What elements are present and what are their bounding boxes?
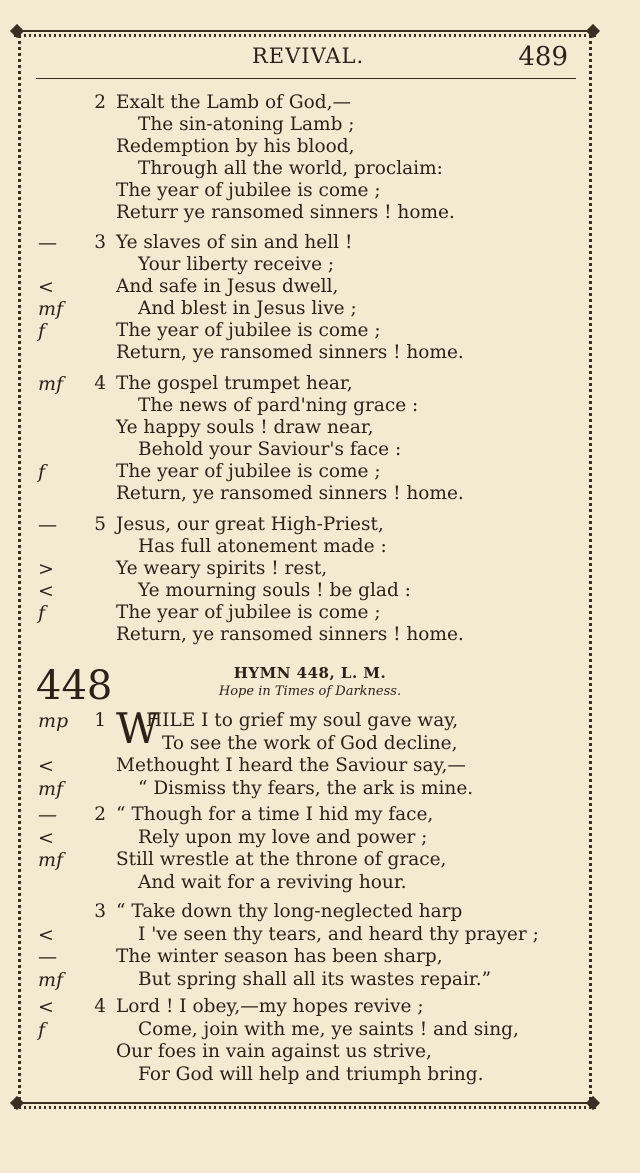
verse-line [0, 439, 640, 461]
verse-text: “ Dismiss thy fears, the ark is mine. [138, 777, 474, 799]
verse-line [0, 558, 640, 580]
top-ornamental-rule [14, 30, 596, 32]
verse-line [0, 395, 640, 417]
verse-text: The sin-atoning Lamb ; [138, 114, 355, 135]
dynamic-mark: mf [38, 373, 64, 395]
verse-text: Come, join with me, ye saints ! and sing, [138, 1018, 519, 1040]
verse-line [0, 849, 640, 871]
verse-text: Your liberty receive ; [138, 254, 335, 275]
verse-text: I 've seen thy tears, and heard thy prayer ; [138, 923, 539, 945]
verse-line [0, 1064, 640, 1086]
dynamic-mark: < [38, 996, 54, 1018]
stanza-number: 2 [94, 804, 106, 825]
verse-line [0, 342, 640, 364]
verse-line [0, 136, 640, 158]
verse-line [0, 872, 640, 894]
stanza-number: 2 [94, 92, 106, 113]
verse-line [0, 602, 640, 624]
stanza-number: 4 [94, 996, 106, 1017]
verse-line [0, 778, 640, 800]
verse-text: Return, ye ransomed sinners ! home. [116, 483, 464, 504]
dynamic-mark: mf [38, 298, 64, 320]
verse-text: And blest in Jesus live ; [138, 298, 357, 319]
verse-line [0, 827, 640, 849]
verse-line [0, 924, 640, 946]
verse-line [0, 710, 640, 732]
dynamic-mark: — [38, 514, 57, 536]
verse-line [0, 755, 640, 777]
verse-line [0, 1041, 640, 1063]
hymn-number: 448 [36, 663, 113, 709]
verse-line [0, 276, 640, 298]
verse-text: Return, ye ransomed sinners ! home. [116, 342, 464, 363]
verse-line [0, 158, 640, 180]
verse-text: “ Take down thy long-neglected harp [116, 901, 463, 922]
verse-text: Has full atonement made : [138, 536, 387, 557]
verse-line [0, 461, 640, 483]
verse-text: The news of pard'ning grace : [138, 395, 419, 416]
verse-text: Jesus, our great High-Priest, [116, 514, 384, 535]
dynamic-mark: < [38, 755, 54, 777]
verse-text: The winter season has been sharp, [116, 946, 443, 967]
dynamic-mark: f [38, 461, 46, 483]
verse-text: “ Though for a time I hid my face, [116, 804, 434, 825]
verse-line [0, 180, 640, 202]
dynamic-mark: f [38, 602, 46, 624]
stanza-number: 4 [94, 373, 106, 394]
stanza-number: 3 [94, 901, 106, 922]
verse-text: Ye mourning souls ! be glad : [138, 580, 411, 601]
verse-line [0, 996, 640, 1018]
verse-text: Ye slaves of sin and hell ! [116, 232, 353, 253]
verse-line [0, 580, 640, 602]
hymn-title: HYMN 448, L. M. [233, 664, 387, 682]
verse-text: Return, ye ransomed sinners ! home. [116, 624, 464, 645]
verse-text: The gospel trumpet hear, [116, 373, 353, 394]
dynamic-mark: > [38, 558, 54, 580]
dynamic-mark: mf [38, 777, 64, 800]
dynamic-mark: mf [38, 968, 64, 991]
verse-line [0, 417, 640, 439]
verse-text: Returr ye ransomed sinners ! home. [116, 202, 455, 223]
dynamic-mark: — [38, 232, 57, 254]
verse-line [0, 804, 640, 826]
verse-line [0, 114, 640, 136]
verse-line [0, 483, 640, 505]
dynamic-mark: f [38, 320, 46, 342]
verse-text: The year of jubilee is come ; [116, 180, 381, 201]
dynamic-mark: — [38, 946, 57, 968]
verse-line [0, 733, 640, 755]
verse-text: And safe in Jesus dwell, [116, 276, 339, 297]
running-title: REVIVAL. [252, 44, 365, 68]
verse-line [0, 969, 640, 991]
verse-text: The year of jubilee is come ; [116, 602, 381, 623]
verse-line [0, 1019, 640, 1041]
verse-line [0, 254, 640, 276]
hymn-subtitle: Hope in Times of Darkness. [218, 684, 402, 699]
dynamic-mark: < [38, 580, 54, 602]
verse-line [0, 536, 640, 558]
verse-line [0, 202, 640, 224]
dynamic-mark: f [38, 1018, 46, 1041]
verse-text: Ye weary spirits ! rest, [116, 558, 328, 579]
verse-line [0, 92, 640, 114]
verse-text: Still wrestle at the throne of grace, [116, 849, 447, 870]
stanza-number: 3 [94, 232, 106, 253]
dynamic-mark: — [38, 804, 57, 826]
verse-text: But spring shall all its wastes repair.” [138, 968, 492, 990]
verse-line [0, 901, 640, 923]
verse-line [0, 232, 640, 254]
bottom-ornamental-rule [14, 1102, 596, 1104]
verse-line [0, 298, 640, 320]
verse-text: Redemption by his blood, [116, 136, 355, 157]
dynamic-mark: < [38, 276, 54, 298]
verse-text: And wait for a reviving hour. [138, 871, 407, 893]
page-number: 489 [518, 42, 568, 72]
drop-cap: W [116, 704, 160, 753]
verse-line [0, 946, 640, 968]
verse-text: Behold your Saviour's face : [138, 439, 402, 460]
verse-line [0, 514, 640, 536]
page-header [36, 42, 576, 76]
verse-text: For God will help and triumph bring. [138, 1063, 484, 1085]
stanza-number: 1 [94, 710, 106, 731]
verse-text: The year of jubilee is come ; [116, 320, 381, 341]
verse-line [0, 624, 640, 646]
verse-text: Our foes in vain against us strive, [116, 1041, 432, 1062]
dynamic-mark: < [38, 826, 54, 849]
stanza-number: 5 [94, 514, 106, 535]
verse-text: Through all the world, proclaim: [138, 158, 443, 179]
verse-text: Ye happy souls ! draw near, [116, 417, 374, 438]
verse-text: HILE I to grief my soul gave way, [146, 710, 459, 731]
header-rule [36, 78, 576, 79]
dynamic-mark: mf [38, 849, 64, 871]
verse-text: Methought I heard the Saviour say,— [116, 755, 466, 776]
dynamic-mark: mp [38, 710, 69, 732]
verse-text: Lord ! I obey,—my hopes revive ; [116, 996, 424, 1017]
verse-text: Rely upon my love and power ; [138, 826, 428, 848]
dynamic-mark: < [38, 923, 54, 946]
verse-line [0, 373, 640, 395]
verse-text: Exalt the Lamb of God,— [116, 92, 351, 113]
verse-text: To see the work of God decline, [162, 732, 458, 754]
verse-line [0, 320, 640, 342]
verse-text: The year of jubilee is come ; [116, 461, 381, 482]
